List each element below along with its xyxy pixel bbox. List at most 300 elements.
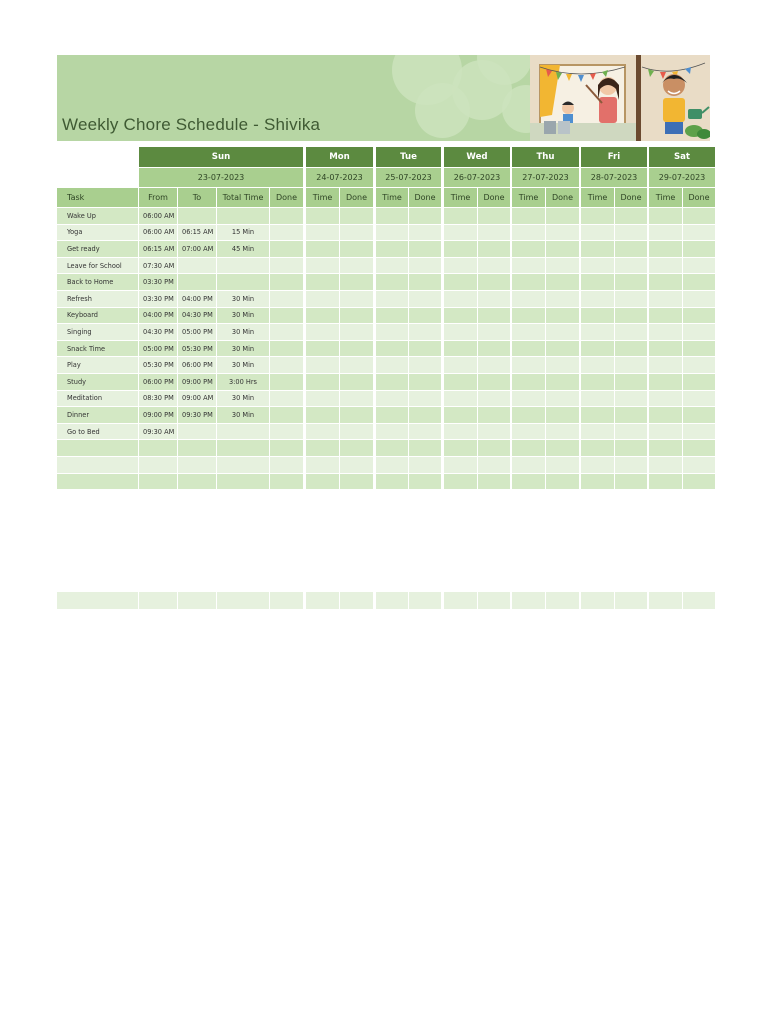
to-cell: 05:00 PM [178,324,217,341]
col-header-to: To [178,188,217,208]
time-cell[interactable] [376,241,409,258]
time-cell[interactable] [512,424,546,441]
footer-cell [512,592,545,609]
done-cell[interactable] [270,241,304,258]
time-cell[interactable] [444,225,478,242]
done-cell[interactable] [270,391,304,408]
done-cell[interactable] [340,241,374,258]
to-cell [178,457,217,474]
time-cell[interactable] [306,424,340,441]
done-cell[interactable] [683,424,716,441]
done-cell[interactable] [270,324,304,341]
done-cell[interactable] [478,391,511,408]
time-cell[interactable] [376,308,409,325]
done-cell[interactable] [340,407,374,424]
done-cell[interactable] [615,225,648,242]
done-cell[interactable] [683,324,716,341]
time-cell[interactable] [649,291,683,308]
from-cell: 09:00 PM [139,407,178,424]
time-cell[interactable] [649,208,683,225]
time-cell[interactable] [376,407,409,424]
from-cell: 06:00 PM [139,374,178,391]
time-cell[interactable] [376,274,409,291]
time-cell[interactable] [376,208,409,225]
time-cell[interactable] [581,241,615,258]
total-time-cell [217,274,270,291]
done-cell[interactable] [478,474,511,491]
task-cell: Back to Home [57,274,139,291]
chore-schedule-table [57,147,716,490]
done-cell[interactable] [683,225,716,242]
done-cell[interactable] [546,357,580,374]
time-cell[interactable] [376,424,409,441]
done-cell[interactable] [409,457,442,474]
done-cell[interactable] [478,274,511,291]
time-cell[interactable] [512,258,546,275]
done-cell[interactable] [340,424,374,441]
done-cell[interactable] [409,308,442,325]
time-cell[interactable] [444,241,478,258]
time-cell[interactable] [512,374,546,391]
time-cell[interactable] [444,474,478,491]
time-cell[interactable] [306,324,340,341]
table-row [57,407,716,424]
time-cell[interactable] [444,407,478,424]
day-date-fri: 28-07-2023 [581,168,648,188]
time-cell[interactable] [512,241,546,258]
time-cell[interactable] [649,341,683,358]
done-cell[interactable] [615,474,648,491]
time-cell[interactable] [581,457,615,474]
time-cell[interactable] [649,474,683,491]
total-time-cell: 30 Min [217,324,270,341]
time-cell[interactable] [444,324,478,341]
done-cell[interactable] [683,274,716,291]
time-cell[interactable] [581,357,615,374]
done-cell[interactable] [478,324,511,341]
time-cell[interactable] [512,341,546,358]
done-cell[interactable] [683,474,716,491]
total-time-cell [217,440,270,457]
done-cell[interactable] [546,308,580,325]
done-cell[interactable] [546,225,580,242]
time-cell[interactable] [581,308,615,325]
done-cell[interactable] [270,208,304,225]
time-cell[interactable] [306,341,340,358]
time-cell[interactable] [581,208,615,225]
time-cell[interactable] [649,391,683,408]
time-cell[interactable] [306,258,340,275]
time-cell[interactable] [306,241,340,258]
done-cell[interactable] [546,258,580,275]
time-cell[interactable] [649,357,683,374]
from-cell: 05:30 PM [139,357,178,374]
time-cell[interactable] [306,440,340,457]
time-cell[interactable] [581,407,615,424]
done-cell[interactable] [409,258,442,275]
done-cell[interactable] [270,291,304,308]
time-cell[interactable] [581,374,615,391]
done-cell[interactable] [546,324,580,341]
time-cell[interactable] [512,308,546,325]
done-cell[interactable] [615,457,648,474]
time-cell[interactable] [581,291,615,308]
done-cell[interactable] [546,341,580,358]
time-cell[interactable] [649,241,683,258]
time-cell[interactable] [306,357,340,374]
done-cell[interactable] [683,341,716,358]
task-cell: Leave for School [57,258,139,275]
time-cell[interactable] [444,258,478,275]
done-cell[interactable] [270,225,304,242]
time-cell[interactable] [512,391,546,408]
day-name-mon: Mon [306,147,374,168]
day-date-row [57,168,716,188]
total-time-cell [217,457,270,474]
footer-cell [683,592,715,609]
time-cell[interactable] [512,474,546,491]
table-row [57,208,716,225]
col-header-done: Done [478,188,511,208]
time-cell[interactable] [649,274,683,291]
done-cell[interactable] [683,374,716,391]
done-cell[interactable] [546,474,580,491]
total-time-cell: 30 Min [217,291,270,308]
done-cell[interactable] [683,440,716,457]
table-row [57,225,716,242]
done-cell[interactable] [478,357,511,374]
done-cell[interactable] [478,440,511,457]
done-cell[interactable] [409,274,442,291]
done-cell[interactable] [340,474,374,491]
time-cell[interactable] [376,291,409,308]
done-cell[interactable] [340,391,374,408]
done-cell[interactable] [270,457,304,474]
done-cell[interactable] [409,225,442,242]
day-date-thu: 27-07-2023 [512,168,580,188]
done-cell[interactable] [615,241,648,258]
time-cell[interactable] [581,258,615,275]
done-cell[interactable] [546,457,580,474]
done-cell[interactable] [409,374,442,391]
done-cell[interactable] [478,407,511,424]
day-date-sun: 23-07-2023 [139,168,304,188]
time-cell[interactable] [376,474,409,491]
done-cell[interactable] [615,308,648,325]
done-cell[interactable] [340,291,374,308]
col-header-done: Done [340,188,374,208]
empty-footer-row [57,592,710,609]
time-cell[interactable] [444,424,478,441]
done-cell[interactable] [478,258,511,275]
done-cell[interactable] [683,291,716,308]
time-cell[interactable] [444,440,478,457]
time-cell[interactable] [512,457,546,474]
task-cell: Refresh [57,291,139,308]
from-cell: 06:15 AM [139,241,178,258]
to-cell: 06:00 PM [178,357,217,374]
done-cell[interactable] [478,225,511,242]
time-cell[interactable] [581,391,615,408]
time-cell[interactable] [444,274,478,291]
time-cell[interactable] [581,474,615,491]
from-cell: 04:00 PM [139,308,178,325]
table-row [57,308,716,325]
task-cell [57,440,139,457]
done-cell[interactable] [615,357,648,374]
done-cell[interactable] [546,274,580,291]
time-cell[interactable] [512,324,546,341]
done-cell[interactable] [683,357,716,374]
done-cell[interactable] [615,424,648,441]
done-cell[interactable] [683,391,716,408]
done-cell[interactable] [546,374,580,391]
done-cell[interactable] [340,440,374,457]
done-cell[interactable] [478,208,511,225]
to-cell [178,440,217,457]
total-time-cell [217,474,270,491]
col-header-done: Done [546,188,580,208]
done-cell[interactable] [409,341,442,358]
time-cell[interactable] [376,258,409,275]
done-cell[interactable] [546,424,580,441]
done-cell[interactable] [478,341,511,358]
table-row [57,474,716,491]
col-header-done: Done [270,188,304,208]
time-cell[interactable] [512,357,546,374]
to-cell: 04:30 PM [178,308,217,325]
done-cell[interactable] [478,424,511,441]
time-cell[interactable] [649,308,683,325]
time-cell[interactable] [581,440,615,457]
done-cell[interactable] [546,407,580,424]
footer-cell [649,592,682,609]
done-cell[interactable] [478,291,511,308]
done-cell[interactable] [615,291,648,308]
done-cell[interactable] [615,391,648,408]
done-cell[interactable] [409,440,442,457]
total-time-cell: 15 Min [217,225,270,242]
total-time-cell: 30 Min [217,341,270,358]
done-cell[interactable] [615,208,648,225]
done-cell[interactable] [478,308,511,325]
time-cell[interactable] [581,225,615,242]
done-cell[interactable] [546,440,580,457]
time-cell[interactable] [376,324,409,341]
done-cell[interactable] [409,391,442,408]
done-cell[interactable] [270,274,304,291]
done-cell[interactable] [270,258,304,275]
done-cell[interactable] [546,291,580,308]
time-cell[interactable] [444,391,478,408]
done-cell[interactable] [615,274,648,291]
time-cell[interactable] [306,374,340,391]
day-date-sat: 29-07-2023 [649,168,716,188]
col-header-task: Task [57,188,139,208]
done-cell[interactable] [546,208,580,225]
footer-cell [478,592,510,609]
col-header-from: From [139,188,178,208]
family-cleaning-illustration [530,55,710,141]
time-cell[interactable] [306,391,340,408]
done-cell[interactable] [409,407,442,424]
time-cell[interactable] [444,357,478,374]
time-cell[interactable] [376,391,409,408]
done-cell[interactable] [546,241,580,258]
time-cell[interactable] [376,225,409,242]
done-cell[interactable] [683,308,716,325]
done-cell[interactable] [409,424,442,441]
total-time-cell: 45 Min [217,241,270,258]
time-cell[interactable] [444,308,478,325]
to-cell: 09:00 PM [178,374,217,391]
done-cell[interactable] [478,457,511,474]
time-cell[interactable] [376,357,409,374]
footer-cell [306,592,339,609]
time-cell[interactable] [649,440,683,457]
done-cell[interactable] [683,208,716,225]
time-cell[interactable] [581,324,615,341]
time-cell[interactable] [444,341,478,358]
time-cell[interactable] [512,274,546,291]
done-cell[interactable] [409,474,442,491]
done-cell[interactable] [615,440,648,457]
time-cell[interactable] [306,274,340,291]
table-row [57,274,716,291]
to-cell [178,424,217,441]
time-cell[interactable] [512,407,546,424]
done-cell[interactable] [478,374,511,391]
footer-cell [581,592,614,609]
from-cell: 09:30 AM [139,424,178,441]
table-row [57,357,716,374]
time-cell[interactable] [649,324,683,341]
done-cell[interactable] [615,407,648,424]
time-cell[interactable] [512,440,546,457]
time-cell[interactable] [512,225,546,242]
day-name-thu: Thu [512,147,580,168]
time-cell[interactable] [581,341,615,358]
done-cell[interactable] [478,241,511,258]
time-cell[interactable] [306,474,340,491]
col-header-total-time: Total Time [217,188,270,208]
time-cell[interactable] [306,407,340,424]
time-cell[interactable] [306,308,340,325]
day-date-tue: 25-07-2023 [376,168,442,188]
done-cell[interactable] [409,208,442,225]
done-cell[interactable] [270,357,304,374]
total-time-cell: 30 Min [217,391,270,408]
done-cell[interactable] [270,424,304,441]
done-cell[interactable] [270,308,304,325]
task-cell: Keyboard [57,308,139,325]
done-cell[interactable] [340,324,374,341]
done-cell[interactable] [340,225,374,242]
time-cell[interactable] [376,440,409,457]
from-cell: 04:30 PM [139,324,178,341]
done-cell[interactable] [340,457,374,474]
to-cell [178,208,217,225]
table-row [57,291,716,308]
done-cell[interactable] [683,457,716,474]
time-cell[interactable] [376,374,409,391]
time-cell[interactable] [306,291,340,308]
done-cell[interactable] [615,374,648,391]
done-cell[interactable] [270,341,304,358]
time-cell[interactable] [512,208,546,225]
done-cell[interactable] [270,407,304,424]
done-cell[interactable] [546,391,580,408]
done-cell[interactable] [340,258,374,275]
time-cell[interactable] [649,225,683,242]
day-name-wed: Wed [444,147,511,168]
done-cell[interactable] [270,474,304,491]
done-cell[interactable] [683,241,716,258]
day-name-tue: Tue [376,147,442,168]
done-cell[interactable] [340,274,374,291]
time-cell[interactable] [649,424,683,441]
time-cell[interactable] [444,374,478,391]
done-cell[interactable] [683,258,716,275]
time-cell[interactable] [581,424,615,441]
done-cell[interactable] [409,324,442,341]
footer-cell [409,592,441,609]
time-cell[interactable] [581,274,615,291]
total-time-cell: 3:00 Hrs [217,374,270,391]
time-cell[interactable] [306,225,340,242]
time-cell[interactable] [512,291,546,308]
time-cell[interactable] [444,457,478,474]
from-cell: 06:00 AM [139,225,178,242]
from-cell: 05:00 PM [139,341,178,358]
time-cell[interactable] [649,258,683,275]
task-cell [57,474,139,491]
time-cell[interactable] [444,208,478,225]
time-cell[interactable] [306,208,340,225]
task-cell: Singing [57,324,139,341]
done-cell[interactable] [270,374,304,391]
task-cell: Dinner [57,407,139,424]
col-header-time: Time [581,188,615,208]
done-cell[interactable] [683,407,716,424]
time-cell[interactable] [376,341,409,358]
col-header-done: Done [615,188,648,208]
column-header-row [57,188,716,208]
done-cell[interactable] [270,440,304,457]
from-cell [139,440,178,457]
time-cell[interactable] [649,374,683,391]
done-cell[interactable] [340,341,374,358]
time-cell[interactable] [649,407,683,424]
col-header-done: Done [683,188,716,208]
done-cell[interactable] [340,308,374,325]
total-time-cell: 30 Min [217,357,270,374]
done-cell[interactable] [409,241,442,258]
time-cell[interactable] [376,457,409,474]
time-cell[interactable] [649,457,683,474]
done-cell[interactable] [615,324,648,341]
time-cell[interactable] [306,457,340,474]
done-cell[interactable] [340,208,374,225]
done-cell[interactable] [409,291,442,308]
time-cell[interactable] [444,291,478,308]
done-cell[interactable] [615,341,648,358]
done-cell[interactable] [340,357,374,374]
done-cell[interactable] [340,374,374,391]
total-time-cell [217,258,270,275]
done-cell[interactable] [615,258,648,275]
done-cell[interactable] [409,357,442,374]
